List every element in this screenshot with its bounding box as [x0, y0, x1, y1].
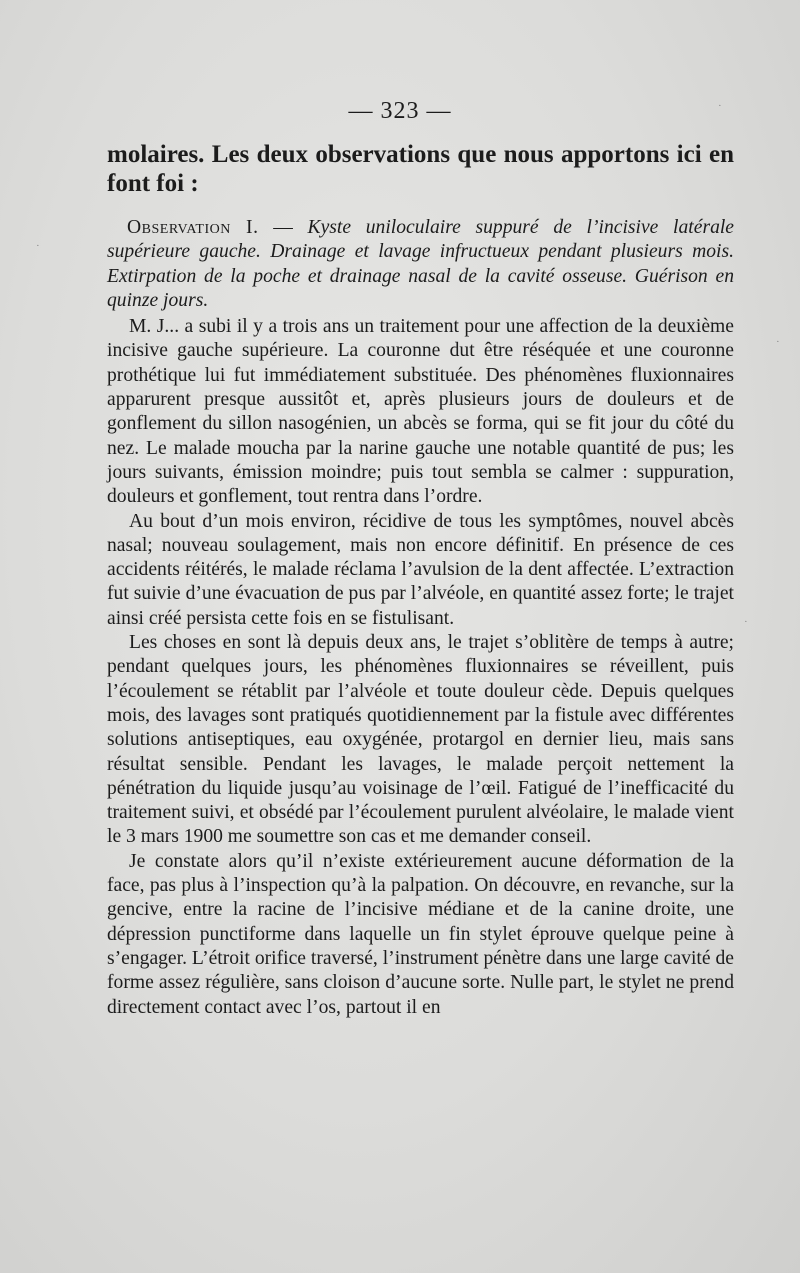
observation-title: Kyste uniloculaire suppuré de l’incisive latérale supérieure gauche. Drainage et lavage infructueux pendant plusieurs mois. Extirpation de la poche et drainage nasal de la cavité osseuse. Guérison en quinze jours. — [107, 217, 734, 311]
paper-speck: · — [744, 616, 748, 628]
page-number: — 323 — — [348, 98, 452, 124]
paragraph-2: Au bout d’un mois environ, récidive de tous les symptômes, nouvel abcès nasal; nouveau soulagement, mais non encore définitif. En présence de ces accidents réitérés, le malade réclama l’avulsion de la dent affectée. L’extraction fut suivie d’une évacuation de pus par l’alvéole, en quantité assez forte; le trajet ainsi créé persista cette fois en se fistulisant. — [107, 510, 734, 629]
paper-speck: · — [718, 100, 722, 112]
paragraph-3: Les choses en sont là depuis deux ans, le trajet s’oblitère de temps à autre; pendant quelques jours, les phénomènes fluxionnaires se réveillent, puis l’écoulement se rétablit par l’alvéole et toute douleur cède. Depuis quelques mois, des lavages sont pratiqués quotidiennement par la fistule avec différentes solutions antiseptiques, eau oxygénée, protargol en dernier lieu, mais sans résultat sensible. Pendant les lavages, le malade perçoit nettement la pénétration du liquide jusqu’au voisinage de l’œil. Fatigué de l’inefficacité du traitement suivi, et obsédé par l’écoulement purulent alvéolaire, le malade vient le 3 mars 1900 me soumettre son cas et me demander conseil. — [107, 632, 734, 848]
paragraph-4: Je constate alors qu’il n’existe extérieurement aucune déformation de la face, pas plus à l’inspection qu’à la palpation. On découvre, en revanche, sur la gencive, entre la racine de l’incisive médiane et de la canine droite, une dépression punctiforme dans laquelle un fin stylet éprouve quelque peine à s’engager. L’étroit orifice traversé, l’instrument pénètre dans une large cavité de forme assez régulière, sans cloison d’aucune sorte. Nulle part, le stylet ne prend directement contact avec l’os, partout il en — [107, 850, 734, 1018]
lead-paragraph: molaires. Les deux observations que nous apportons ici en font foi : — [107, 141, 734, 197]
observation-heading — [107, 216, 734, 313]
text-body — [107, 140, 734, 1020]
observation-label: Observation I. — [127, 217, 259, 238]
paper-speck: · — [36, 240, 40, 252]
paper-speck: · — [776, 336, 780, 348]
paragraph-1: M. J... a subi il y a trois ans un traitement pour une affection de la deuxième incisive gauche supérieure. La couronne dut être réséquée et une couronne prothétique lui fut immédiatement substituée. Des phénomènes fluxionnaires apparurent presque aussitôt et, après plusieurs jours de douleurs et de gonflement du sillon nasogénien, un abcès se forma, qui se fit jour du côté du nez. Le malade moucha par la narine gauche une notable quantité de pus; les jours suivants, émission moindre; puis tout sembla se calmer : suppuration, douleurs et gonflement, tout rentra dans l’ordre. — [107, 316, 734, 508]
observation-dash: — — [258, 217, 308, 238]
